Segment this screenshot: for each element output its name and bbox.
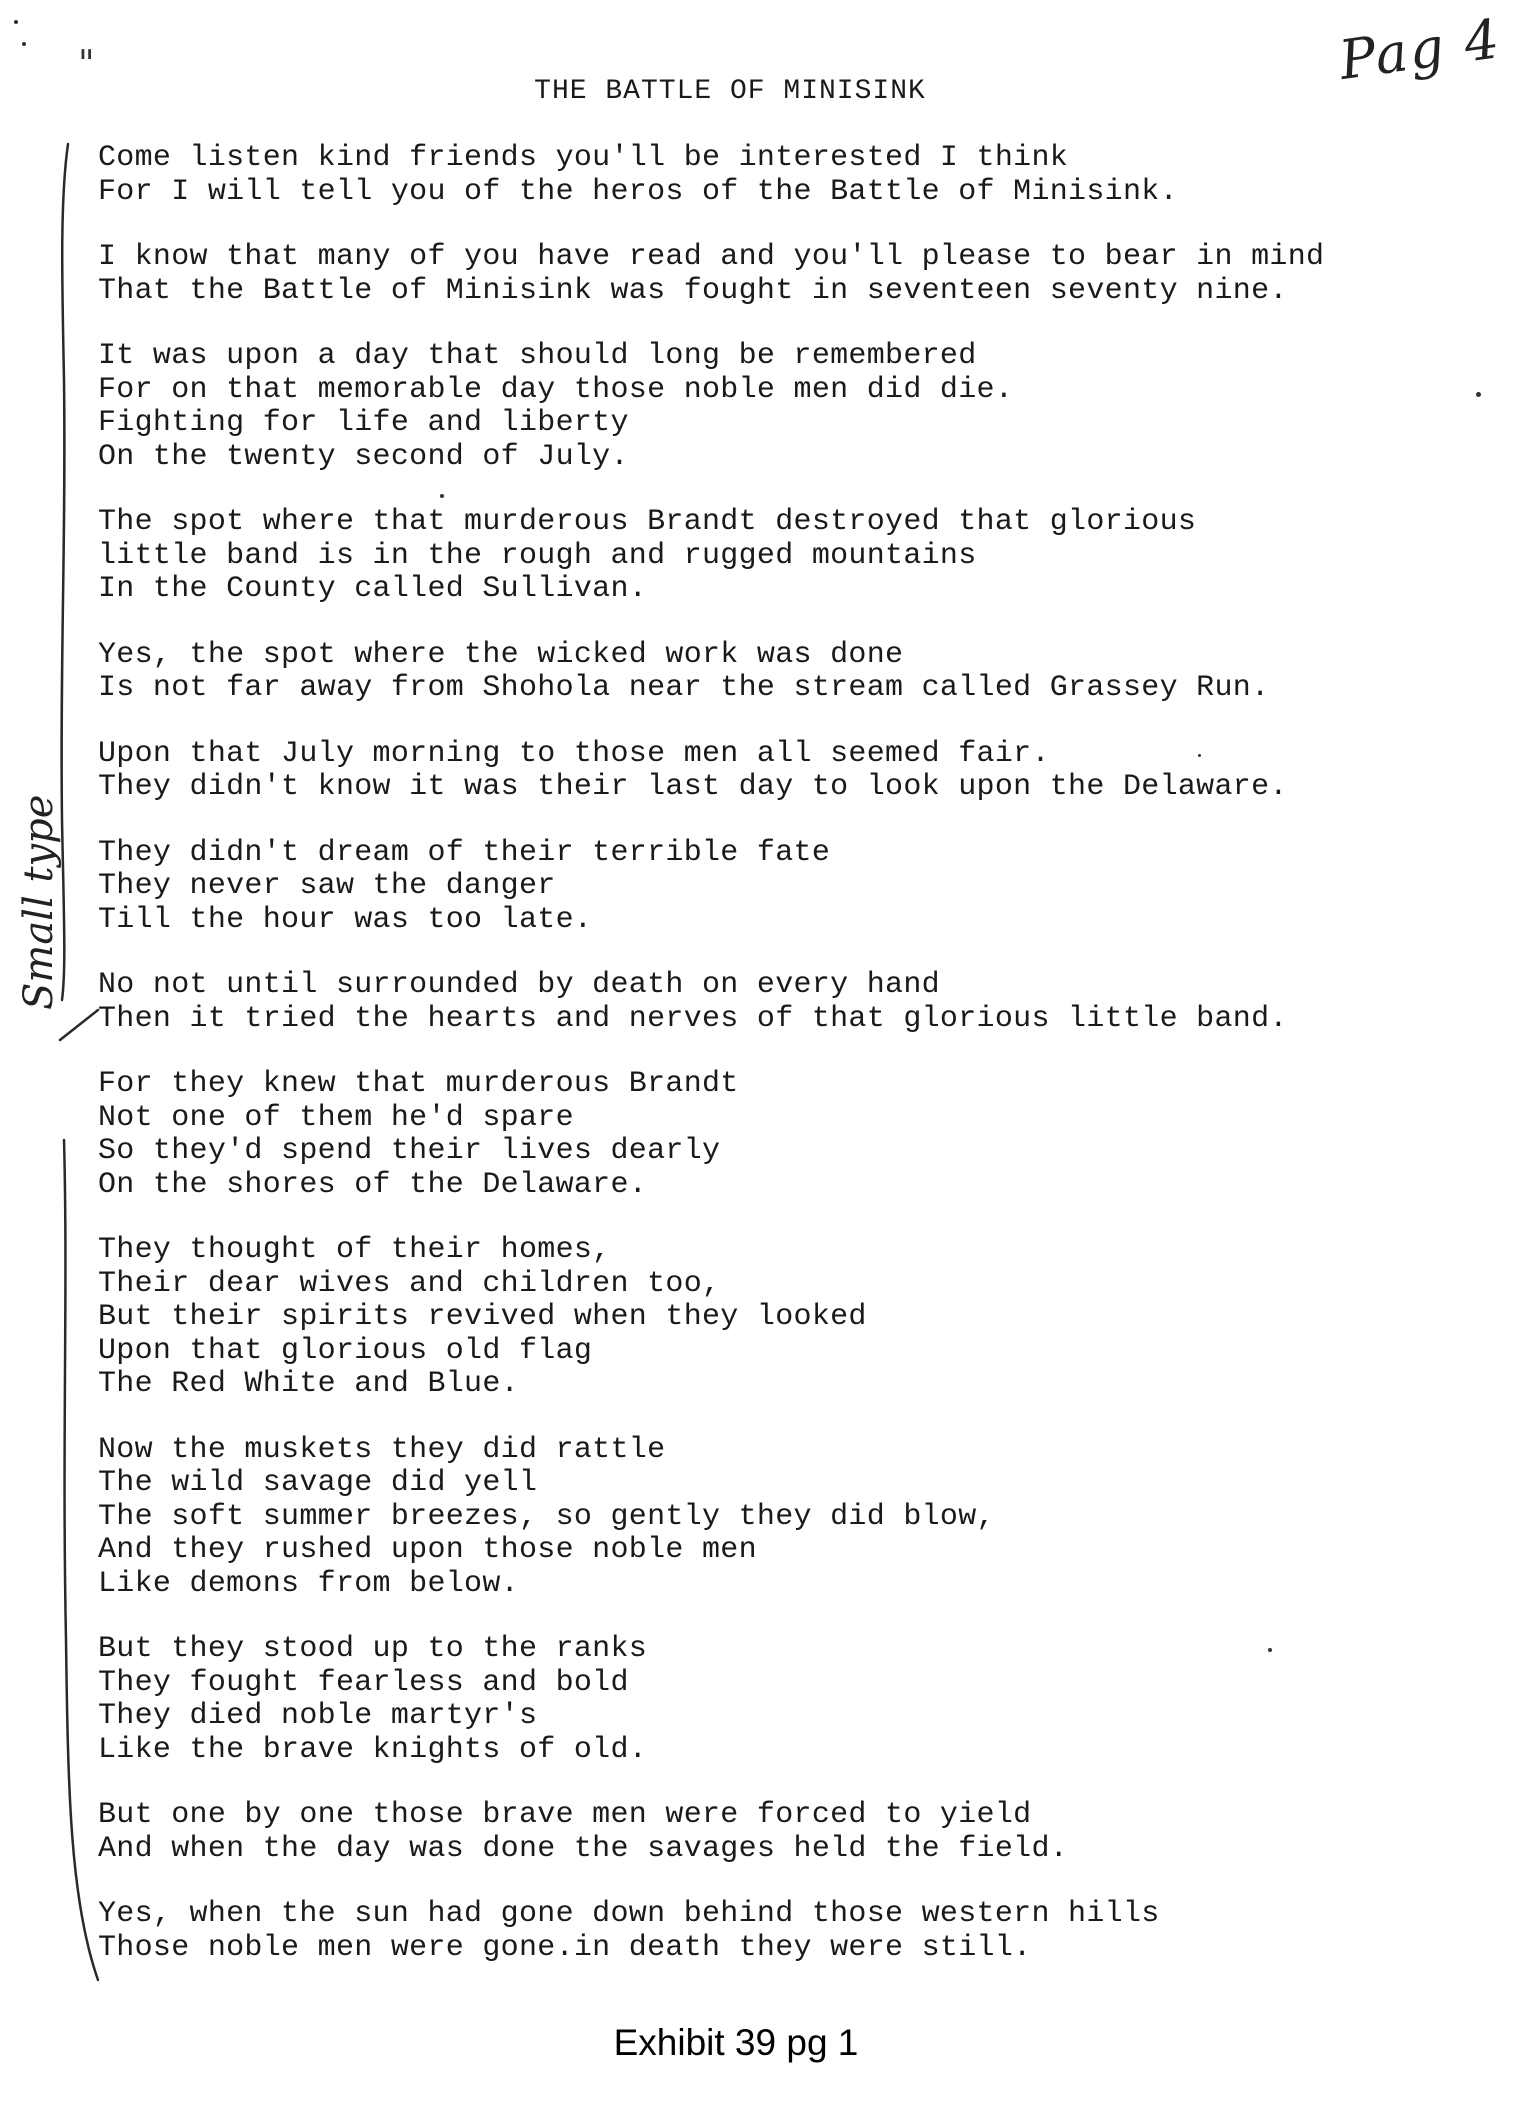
poem-line: But one by one those brave men were forced to yield bbox=[98, 1798, 1032, 1832]
poem-line: For on that memorable day those noble men did die. bbox=[98, 372, 1014, 407]
poem-line: The spot where that murderous Brandt destroyed that glorious bbox=[98, 505, 1197, 539]
poem-line: Upon that glorious old flag bbox=[98, 1333, 593, 1368]
stanza bbox=[98, 1434, 1498, 1602]
poem-line: Till the hour was too late. bbox=[98, 902, 593, 937]
speck bbox=[22, 42, 26, 46]
poem-line: Come listen kind friends you'll be interested I think bbox=[98, 141, 1069, 175]
poem-line: They thought of their homes, bbox=[98, 1233, 611, 1267]
poem-line: Now the muskets they did rattle bbox=[98, 1432, 666, 1467]
poem-line: And they rushed upon those noble men bbox=[98, 1533, 757, 1567]
poem-line: On the shores of the Delaware. bbox=[98, 1167, 648, 1202]
poem-line: Their dear wives and children too, bbox=[98, 1266, 721, 1301]
poem-line: For they knew that murderous Brandt bbox=[98, 1067, 739, 1101]
poem-line: On the twenty second of July. bbox=[98, 439, 629, 474]
stanza bbox=[98, 738, 1498, 805]
poem-line: In the County called Sullivan. bbox=[98, 572, 648, 606]
stanza bbox=[98, 1799, 1498, 1866]
poem-line: They never saw the danger bbox=[98, 869, 556, 903]
stanza bbox=[98, 837, 1498, 938]
poem-line: But their spirits revived when they looked bbox=[98, 1300, 867, 1334]
poem-line: Like the brave knights of old. bbox=[98, 1732, 648, 1767]
document-title: THE BATTLE OF MINISINK bbox=[534, 76, 926, 107]
stanza bbox=[98, 1068, 1498, 1202]
stanza bbox=[98, 241, 1498, 308]
poem-body bbox=[98, 142, 1498, 1997]
poem-line: The wild savage did yell bbox=[98, 1466, 538, 1500]
poem-line: They died noble martyr's bbox=[98, 1699, 538, 1733]
exhibit-caption: Exhibit 39 pg 1 bbox=[613, 2022, 859, 2063]
poem-line: For I will tell you of the heros of the Battle of Minisink. bbox=[98, 174, 1178, 209]
poem-line: Yes, when the sun had gone down behind those western hills bbox=[98, 1897, 1160, 1931]
handwritten-margin-note: Small type bbox=[16, 794, 62, 1010]
poem-line: That the Battle of Minisink was fought in seventeen seventy nine. bbox=[98, 273, 1288, 308]
handwritten-page-number: Pag 4 bbox=[1335, 7, 1505, 92]
stanza bbox=[98, 1633, 1498, 1767]
handwritten-quote-mark: " bbox=[78, 44, 95, 85]
poem-line: They didn't know it was their last day to look upon the Delaware. bbox=[98, 770, 1288, 804]
poem-line: It was upon a day that should long be remembered bbox=[98, 339, 977, 373]
poem-line: So they'd spend their lives dearly bbox=[98, 1134, 721, 1168]
poem-line: And when the day was done the savages held the field. bbox=[98, 1831, 1069, 1866]
poem-line: Like demons from below. bbox=[98, 1566, 519, 1601]
poem-line: But they stood up to the ranks bbox=[98, 1632, 648, 1666]
stanza bbox=[98, 142, 1498, 209]
poem-line: They didn't dream of their terrible fate bbox=[98, 835, 831, 870]
stanza bbox=[98, 969, 1498, 1036]
stanza bbox=[98, 1898, 1498, 1965]
speck bbox=[14, 20, 18, 24]
poem-line: Upon that July morning to those men all seemed fair. bbox=[98, 736, 1050, 771]
poem-line: The soft summer breezes, so gently they did blow, bbox=[98, 1499, 995, 1534]
poem-line: Is not far away from Shohola near the stream called Grassey Run. bbox=[98, 671, 1270, 705]
poem-line: No not until surrounded by death on every hand bbox=[98, 968, 940, 1002]
stanza bbox=[98, 1234, 1498, 1402]
stanza bbox=[98, 340, 1498, 474]
poem-line: little band is in the rough and rugged mountains bbox=[98, 538, 977, 573]
poem-line: Yes, the spot where the wicked work was done bbox=[98, 637, 904, 672]
poem-line: Not one of them he'd spare bbox=[98, 1100, 574, 1135]
poem-line: The Red White and Blue. bbox=[98, 1367, 519, 1401]
stanza bbox=[98, 506, 1498, 607]
poem-line: Fighting for life and liberty bbox=[98, 406, 629, 440]
poem-line: Those noble men were gone.in death they were still. bbox=[98, 1930, 1032, 1965]
stanza bbox=[98, 639, 1498, 706]
poem-line: I know that many of you have read and you'll please to bear in mind bbox=[98, 240, 1325, 274]
poem-line: They fought fearless and bold bbox=[98, 1665, 629, 1700]
poem-line: Then it tried the hearts and nerves of that glorious little band. bbox=[98, 1001, 1288, 1036]
